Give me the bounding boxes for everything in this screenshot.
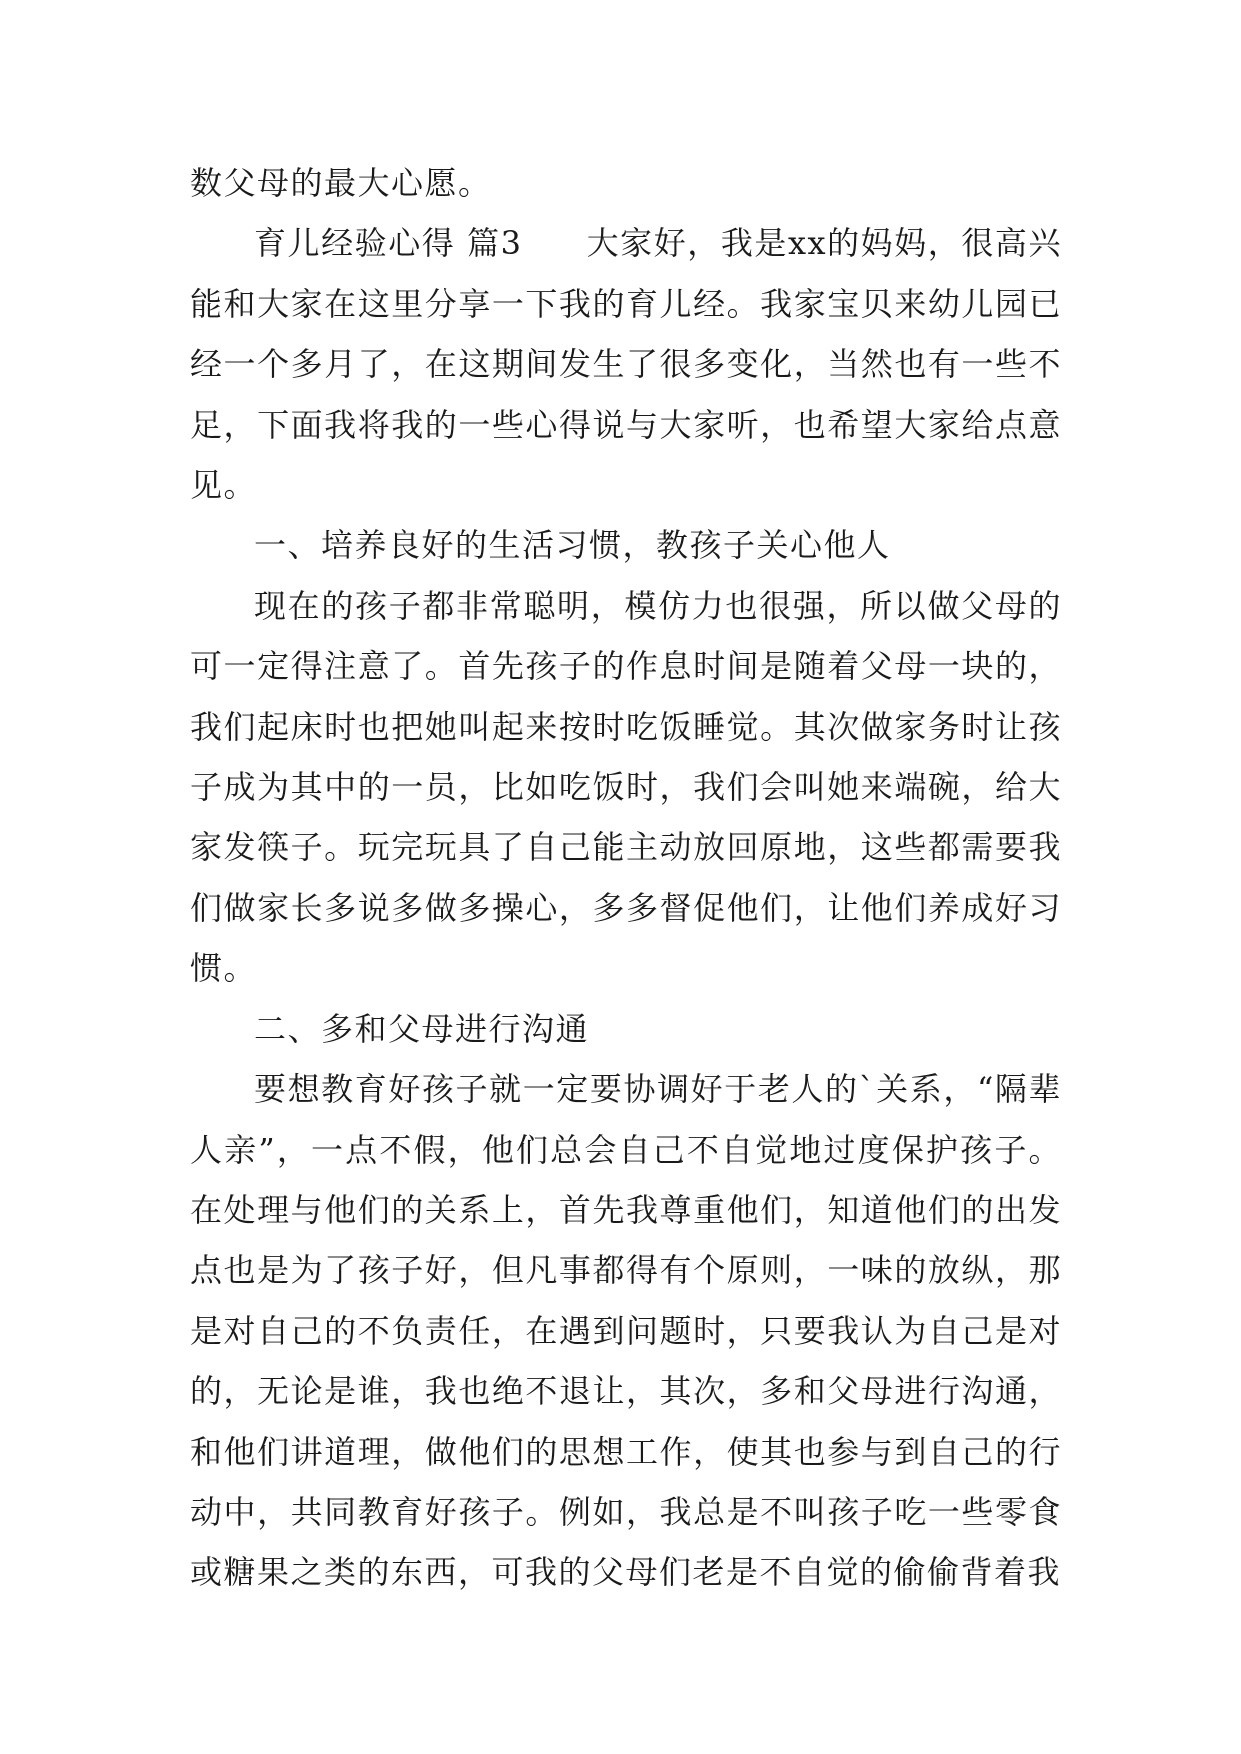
section-heading-2: 二、多和父母进行沟通 bbox=[254, 1009, 590, 1048]
paragraph-continuation: 数父母的最大心愿。 bbox=[190, 164, 492, 202]
article-title: 育儿经验心得 篇3 bbox=[254, 224, 523, 263]
section-heading-1: 一、培养良好的生活习惯，教孩子关心他人 bbox=[254, 526, 891, 565]
article-intro-text: 大家好，我是xx的妈妈，很高兴能和大家在这里分享一下我的育儿经。我家宝贝来幼儿园已经一个多月了，在这期间发生了很多变化，当然也有一些不足，下面我将我的一些心得说与大家听，也希望大家给点意见。 bbox=[190, 224, 1062, 505]
paragraph-section-1: 现在的孩子都非常聪明，模仿力也很强，所以做父母的可一定得注意了。首先孩子的作息时间是随着父母一块的，我们起床时也把她叫起来按时吃饭睡觉。其次做家务时让孩子成为其中的一员，比如吃饭时，我们会叫她来端碗，给大家发筷子。玩完玩具了自己能主动放回原地，这些都需要我们做家长多说多做多操心，多多督促他们，让他们养成好习惯。 bbox=[190, 586, 1062, 988]
document-body bbox=[190, 153, 1062, 1603]
paragraph-article-intro bbox=[190, 213, 1062, 515]
paragraph-section-2: 要想教育好孩子就一定要协调好于老人的`关系，“隔辈人亲”，一点不假，他们总会自己不自觉地过度保护孩子。在处理与他们的关系上，首先我尊重他们，知道他们的出发点也是为了孩子好，但凡事都得有个原则，一味的放纵，那是对自己的不负责任，在遇到问题时，只要我认为自己是对的，无论是谁，我也绝不退让，其次，多和父母进行沟通，和他们讲道理，做他们的思想工作，使其也参与到自己的行动中，共同教育好孩子。例如，我总是不叫孩子吃一些零食或糖果之类的东西，可我的父母们老是不自觉的偷偷背着我 bbox=[190, 1070, 1062, 1592]
